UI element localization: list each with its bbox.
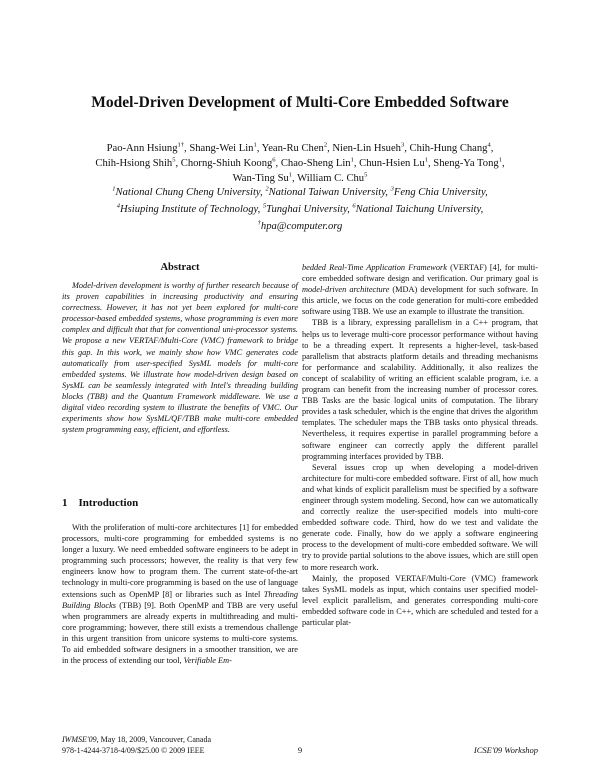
author-name: Yean-Ru Chen: [261, 143, 324, 154]
author-affiliation-mark: 1: [350, 156, 354, 164]
author-name: Chorng-Shiuh Koong: [180, 158, 273, 169]
author-affiliation-mark: 5: [364, 171, 368, 179]
right-p1-text-a: (VERTAF) [4], for multi-core embedded software design and verification. Our primary goal is: [302, 263, 538, 284]
intro-paragraph: [62, 522, 298, 666]
author-name: Chao-Sheng Lin: [280, 158, 351, 169]
author-affiliation-mark: 1: [288, 171, 293, 179]
affiliation-name: National Taichung University,: [355, 204, 484, 215]
right-paragraph-3: Several issues crop up when developing a model-driven architecture for multi-core embedded software. First of all, how much and what kinds of explicit parallelism must be specified by a software engineer through system modeling. Second, how can we automatically and correctly realize the user-specified models into multi-core embedded software code. Third, how do we test and validate the generate code. Finally, how do we apply a software engineering process to the development of multi-core embedded software. We will try to provide partial solutions to the above issues, which are still open to more research work.: [302, 462, 538, 572]
introduction-text: [62, 522, 298, 666]
author-separator: ,: [292, 173, 298, 184]
intro-tbb-name: Threading Building Blocks: [62, 589, 298, 610]
affiliation-line: [0, 220, 600, 233]
affiliation-mark: 1: [112, 185, 116, 193]
author-line: [0, 157, 600, 170]
author-separator: ,: [327, 143, 333, 154]
vertaf-full-name: bedded Real-Time Application Framework: [302, 263, 447, 272]
author-affiliation-mark: 1: [424, 156, 428, 164]
author-affiliation-mark: 1: [498, 156, 502, 164]
right-paragraph-1: [302, 262, 538, 317]
section-title: Introduction: [78, 497, 139, 509]
author-name: Sheng-Ya Tong: [433, 158, 499, 169]
author-affiliation-mark: 1†: [177, 141, 185, 149]
right-paragraph-2: TBB is a library, expressing parallelism in a C++ program, that helps us to leverage multi-core processor performance without having to be a threading expert. It represents a higher-level, task-based parallelism that abstracts platform details and threading mechanisms for performance and scalability. Additionally, it also realizes the concept of scalability of writing an efficient scalable program, i.e. a program can benefit from the increasing number of processor cores. TBB Tasks are the basic logical units of computation. The library provides a task scheduler, which is the engine that drives the algorithm templates. The scheduler maps the TBB tasks onto physical threads. Nevertheless, it requires expertise in parallel programming before a software engineer can correctly apply the different parallel programming interfaces provided by TBB.: [302, 318, 538, 461]
right-p1-text-b: (MDA) development for such software. In this article, we focus on the code generation for multi-core embedded software using TBB. We use an example to illustrate the transition.: [302, 285, 538, 317]
affiliation-mark: 2: [265, 185, 269, 193]
author-affiliation-mark: 4: [487, 141, 491, 149]
author-name: Wan-Ting Su: [232, 173, 289, 184]
author-separator: ,: [275, 158, 281, 169]
author-separator: ,: [175, 158, 181, 169]
author-separator: ,: [184, 143, 190, 154]
affiliation-mark: 3: [390, 185, 394, 193]
affiliation-line: [0, 186, 600, 199]
author-name: Chun-Hsien Lu: [359, 158, 425, 169]
section-heading-introduction: [62, 497, 138, 509]
footer-venue-details: , May 18, 2009, Vancouver, Canada: [96, 735, 211, 744]
affiliation-name: hpa@computer.org: [260, 221, 343, 232]
footer-isbn: 978-1-4244-3718-4/09/$25.00 © 2009 IEEE: [62, 745, 205, 755]
author-separator: ,: [490, 143, 494, 154]
affiliation-name: Tunghai University,: [266, 204, 353, 215]
affiliation-mark: 5: [262, 202, 267, 210]
abstract-text: [62, 280, 298, 435]
affiliation-line: [0, 203, 600, 216]
affiliation-mark: †: [257, 219, 261, 227]
author-line: [0, 172, 600, 185]
author-name: Pao-Ann Hsiung: [106, 143, 178, 154]
page-number: 9: [297, 745, 303, 755]
footer-workshop-name: IWMSE'09: [62, 735, 97, 744]
affiliation-mark: 4: [116, 202, 120, 210]
affiliation-name: National Taiwan University,: [268, 187, 391, 198]
author-separator: ,: [256, 143, 262, 154]
author-affiliation-mark: 2: [323, 141, 328, 149]
author-separator: ,: [353, 158, 360, 169]
author-separator: ,: [404, 143, 410, 154]
affiliation-mark: 6: [352, 202, 356, 210]
intro-text-part2: (TBB) [9]. Both OpenMP and TBB are very useful when programmers are already experts in multithreading and multi-core programming; however, there still exists a tremendous challenge in this urgent transition from unicore systems to multi-core systems. To aid embedded software designers in a smoother transition, we are in the process of extending our tool,: [62, 600, 298, 666]
abstract-heading: Abstract: [160, 262, 200, 273]
mda-term: model-driven architecture: [302, 285, 390, 295]
author-name: Chih-Hung Chang: [409, 143, 488, 154]
author-affiliation-mark: 1: [253, 141, 257, 149]
author-separator: ,: [501, 158, 505, 169]
abstract-paragraph: Model-driven development is worthy of further research because of its proven capabilities in increasing productivity and ensuring correctness. However, it has not yet been explored for multi-core processor-based embedded systems, whose programming is even more complex and difficult that that for conventional uni-processor systems. We propose a new VERTAF/Multi-Core (VMC) framework to bridge this gap. In this work, we mainly show how VMC generates code automatically from user-specified SysML models for multi-core embedded systems. We illustrate how model-driven design based on SysML can be seamlessly integrated with Intel's threading building blocks (TBB) and the Quantum Framework middleware. We use a digital video recording system to illustrate the benefits of VMC. Our experiments show how SysML/QF/TBB make multi-core embedded system programming easy, efficient, and effortless.: [62, 281, 298, 435]
author-affiliation-mark: 6: [272, 156, 276, 164]
affiliation-name: National Chung Cheng University,: [115, 187, 266, 198]
footer-left: [62, 735, 211, 756]
intro-text-part1: With the proliferation of multi-core architectures [1] for embedded processors, multi-core programming for embedded systems is no longer a luxury. We need embedded software engineers to be adept in programming such processors; however, the reality is that very few engineers know how to program them. The current state-of-the-art technology in multi-core programming is based on the use of language extensions such as OpenMP [8] or libraries such as Intel: [62, 523, 298, 599]
author-name: Chih-Hsiong Shih: [95, 158, 173, 169]
right-paragraph-4: Mainly, the proposed VERTAF/Multi-Core (VMC) framework takes SysML models as input, which contains user specified model-level explicit parallelism, and generates corresponding multi-core embedded software code in C++, which are scheduled and tested for a particular plat-: [302, 573, 538, 627]
section-number: 1: [62, 497, 68, 509]
author-line: [0, 142, 600, 155]
footer-conference: ICSE'09 Workshop: [473, 745, 538, 755]
affiliation-name: Hsiuping Institute of Technology,: [119, 204, 263, 215]
author-name: Shang-Wei Lin: [189, 143, 254, 154]
right-column-text: [302, 262, 538, 628]
paper-title: Model-Driven Development of Multi-Core Embedded Software: [91, 94, 509, 111]
author-name: Nien-Lin Hsueh: [332, 143, 401, 154]
author-name: William C. Chu: [297, 173, 365, 184]
author-separator: ,: [428, 158, 434, 169]
affiliation-name: Feng Chia University,: [393, 187, 488, 198]
intro-vertaf-name: Verifiable Em-: [183, 656, 232, 666]
author-affiliation-mark: 5: [172, 156, 176, 164]
footer-venue: [62, 735, 211, 746]
author-affiliation-mark: 3: [400, 141, 405, 149]
